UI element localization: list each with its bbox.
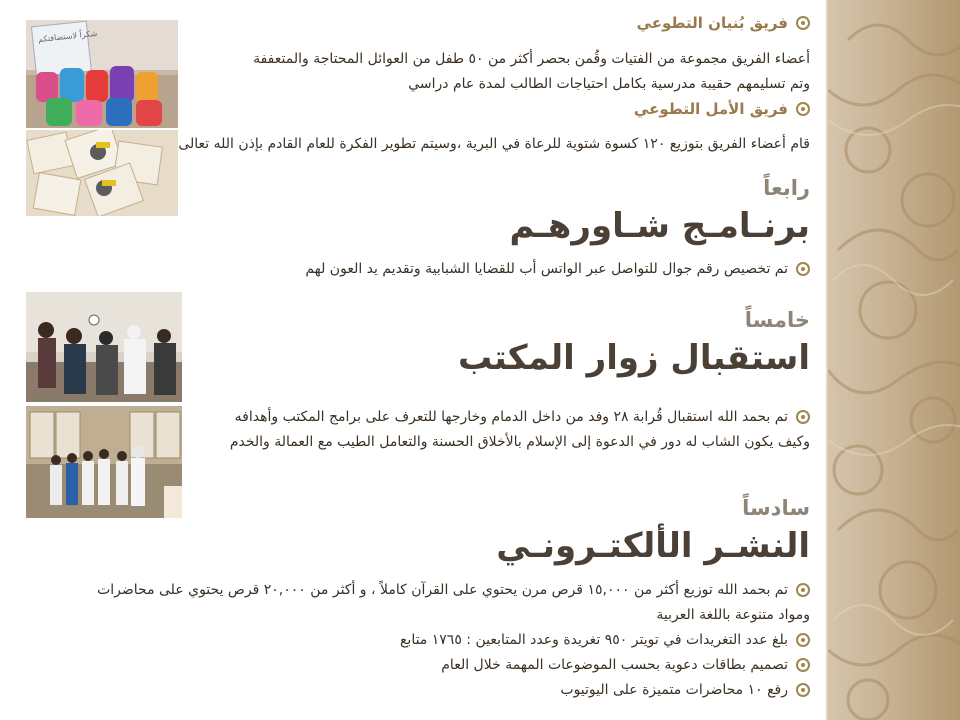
team2-title-row	[634, 100, 810, 118]
team1-title-row	[637, 14, 810, 32]
team2-line1: قام أعضاء الفريق بتوزيع ١٢٠ كسوة شتوية للرعاة في البرية ،وسيتم تطوير الفكرة للعام القادم بإذن الله تعالى	[178, 136, 810, 152]
section6-bullet2: بلغ عدد التغريدات في تويتر ٩٥٠ تغريدة وعدد المتابعين : ١٧٦٥ متابع	[399, 632, 788, 648]
section6-bullet3: تصميم بطاقات دعوية بحسب الموضوعات المهمة خلال العام	[441, 657, 788, 673]
section5-ordinal: خامساً	[744, 308, 810, 332]
section6-bullet-row-2	[400, 632, 810, 648]
section5-bullet-row	[235, 409, 810, 425]
section5-line1: تم بحمد الله استقبال قُرابة ٢٨ وفد من داخل الدمام وخارجها للتعرف على برامج المكتب وأهدافه	[234, 409, 788, 425]
section6-bullet-row-1	[97, 582, 810, 598]
circle-bullet-icon	[796, 16, 810, 30]
team1-line1: أعضاء الفريق مجموعة من الفتيات وقُمن بحصر أكثر من ٥٠ طفل من العوائل المحتاجة والمتعففة	[253, 51, 810, 67]
photo-office-visitors	[26, 292, 182, 402]
team1-line2: وتم تسليمهم حقيبة مدرسية بكامل احتياجات الطالب لمدة عام دراسي	[408, 76, 810, 92]
section5-line2: وكيف يكون الشاب له دور في الدعوة إلى الإسلام بالأخلاق الحسنة والتعامل الطيب مع العمالة والخدم	[229, 434, 810, 450]
bag-sign-text: شكراً لاستضافتكم	[37, 28, 98, 45]
section6-bullet4: رفع ١٠ محاضرات متميزة على اليوتيوب	[560, 682, 788, 698]
team1-title: فريق بُنيان التطوعي	[636, 14, 788, 32]
section4-bullet-row	[305, 261, 810, 277]
section6-bullet-row-4	[560, 682, 810, 698]
section6-line1: تم بحمد الله توزيع أكثر من ١٥,٠٠٠ قرص مرن يحتوي على القرآن كاملاً ، و أكثر من ٢٠,٠٠٠ قرص يحتوي على محاضرات	[97, 582, 788, 598]
section6-line2: ومواد متنوعة باللغة العربية	[656, 607, 810, 623]
section6-bullet-row-3	[441, 657, 810, 673]
circle-bullet-icon	[796, 658, 810, 672]
section5-heading: استقبال زوار المكتب	[457, 338, 810, 378]
photo-school-bags	[26, 20, 178, 128]
circle-bullet-icon	[796, 410, 810, 424]
circle-bullet-icon	[796, 102, 810, 116]
section4-heading: برنـامـج شـاورهـم	[509, 206, 810, 246]
photo-library-visit	[26, 406, 182, 518]
section4-line1: تم تخصيص رقم جوال للتواصل عبر الواتس أب للقضايا الشبابية وتقديم يد العون لهم	[305, 261, 788, 277]
circle-bullet-icon	[796, 683, 810, 697]
section6-heading: النشـر الألكتـرونـي	[496, 526, 810, 566]
decorative-arabesque-panel	[828, 0, 960, 720]
section4-ordinal: رابعاً	[763, 176, 810, 200]
circle-bullet-icon	[796, 633, 810, 647]
team2-title: فريق الأمل التطوعي	[633, 100, 788, 118]
photo-dawah-cards	[26, 130, 178, 216]
circle-bullet-icon	[796, 583, 810, 597]
section6-ordinal: سادساً	[742, 496, 810, 520]
circle-bullet-icon	[796, 262, 810, 276]
